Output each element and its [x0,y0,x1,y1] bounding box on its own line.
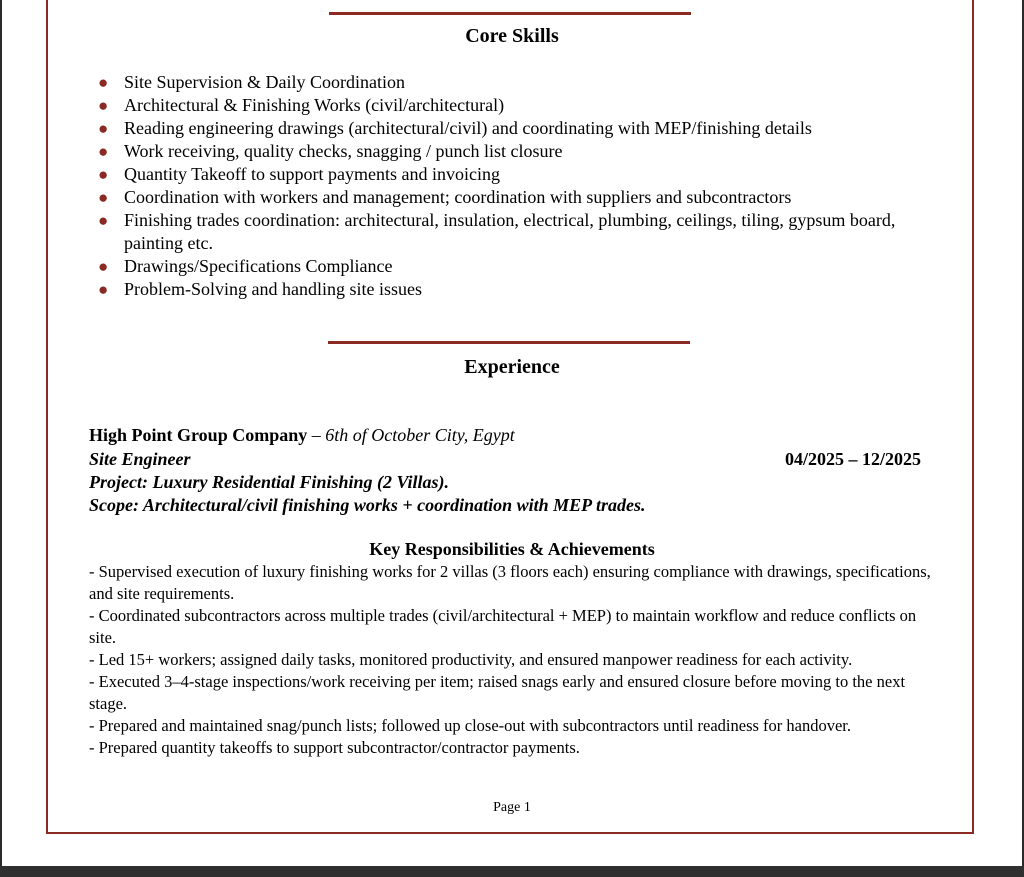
company-line [89,424,929,447]
list-item [98,209,938,255]
job-role: Site Engineer [89,449,191,469]
skill-text: Drawings/Specifications Compliance [124,256,393,276]
bullet-icon: ● [98,73,109,92]
skill-text: Coordination with workers and management; coordination with suppliers and subcontractors [124,187,792,207]
responsibilities-list [89,561,939,759]
list-item [98,117,938,140]
skill-text: Quantity Takeoff to support payments and invoicing [124,164,501,184]
section-title-experience: Experience [464,356,560,378]
list-item [98,186,938,209]
responsibility-item: - Executed 3–4-stage inspections/work receiving per item; raised snags early and ensured closure before moving to the next stage. [89,672,906,713]
list-item [98,255,938,278]
responsibility-item: - Coordinated subcontractors across multiple trades (civil/architectural + MEP) to maintain workflow and reduce conflicts on site. [89,606,917,647]
list-item [98,278,938,301]
responsibility-item: - Led 15+ workers; assigned daily tasks, monitored productivity, and ensured manpower readiness for each activity. [89,650,853,669]
responsibilities-title: Key Responsibilities & Achievements [369,539,655,559]
core-skills-list [98,71,938,301]
job-dates: 04/2025 – 12/2025 [784,449,921,469]
bullet-icon: ● [98,165,109,184]
responsibility-item: - Prepared and maintained snag/punch lists; followed up close-out with subcontractors until readiness for handover. [89,716,852,735]
list-item [98,163,938,186]
bullet-icon: ● [98,119,109,138]
section-divider-experience [328,341,690,344]
skill-text: Site Supervision & Daily Coordination [124,72,405,92]
bullet-icon: ● [98,211,109,230]
skill-text: Reading engineering drawings (architectural/civil) and coordinating with MEP/finishing details [124,118,812,138]
skill-text: Architectural & Finishing Works (civil/architectural) [124,95,505,115]
company-location: 6th of October City, Egypt [325,425,515,445]
page-number: Page 1 [493,800,531,815]
bullet-icon: ● [98,142,109,161]
list-item [98,140,938,163]
list-item [98,94,938,117]
job-scope: Scope: Architectural/civil finishing works + coordination with MEP trades. [89,495,646,515]
skill-text: Finishing trades coordination: architectural, insulation, electrical, plumbing, ceilings, tiling, gypsum board, painting etc. [124,210,896,253]
viewer-edge-left [0,0,2,877]
company-name: High Point Group Company [89,425,308,445]
skill-text: Problem-Solving and handling site issues [124,279,422,299]
responsibility-item: - Prepared quantity takeoffs to support subcontractor/contractor payments. [89,738,580,757]
bullet-icon: ● [98,188,109,207]
responsibility-item: - Supervised execution of luxury finishing works for 2 villas (3 floors each) ensuring compliance with drawings, specifications, and site requirements. [89,562,931,603]
bullet-icon: ● [98,257,109,276]
section-divider-core-skills [329,12,691,15]
section-title-core-skills: Core Skills [465,25,559,47]
list-item [98,71,938,94]
skill-text: Work receiving, quality checks, snagging / punch list closure [124,141,563,161]
job-project: Project: Luxury Residential Finishing (2 Villas). [89,472,450,492]
bullet-icon: ● [98,96,109,115]
bullet-icon: ● [98,280,109,299]
viewer-background [0,866,1024,877]
location-separator: – [307,425,326,445]
